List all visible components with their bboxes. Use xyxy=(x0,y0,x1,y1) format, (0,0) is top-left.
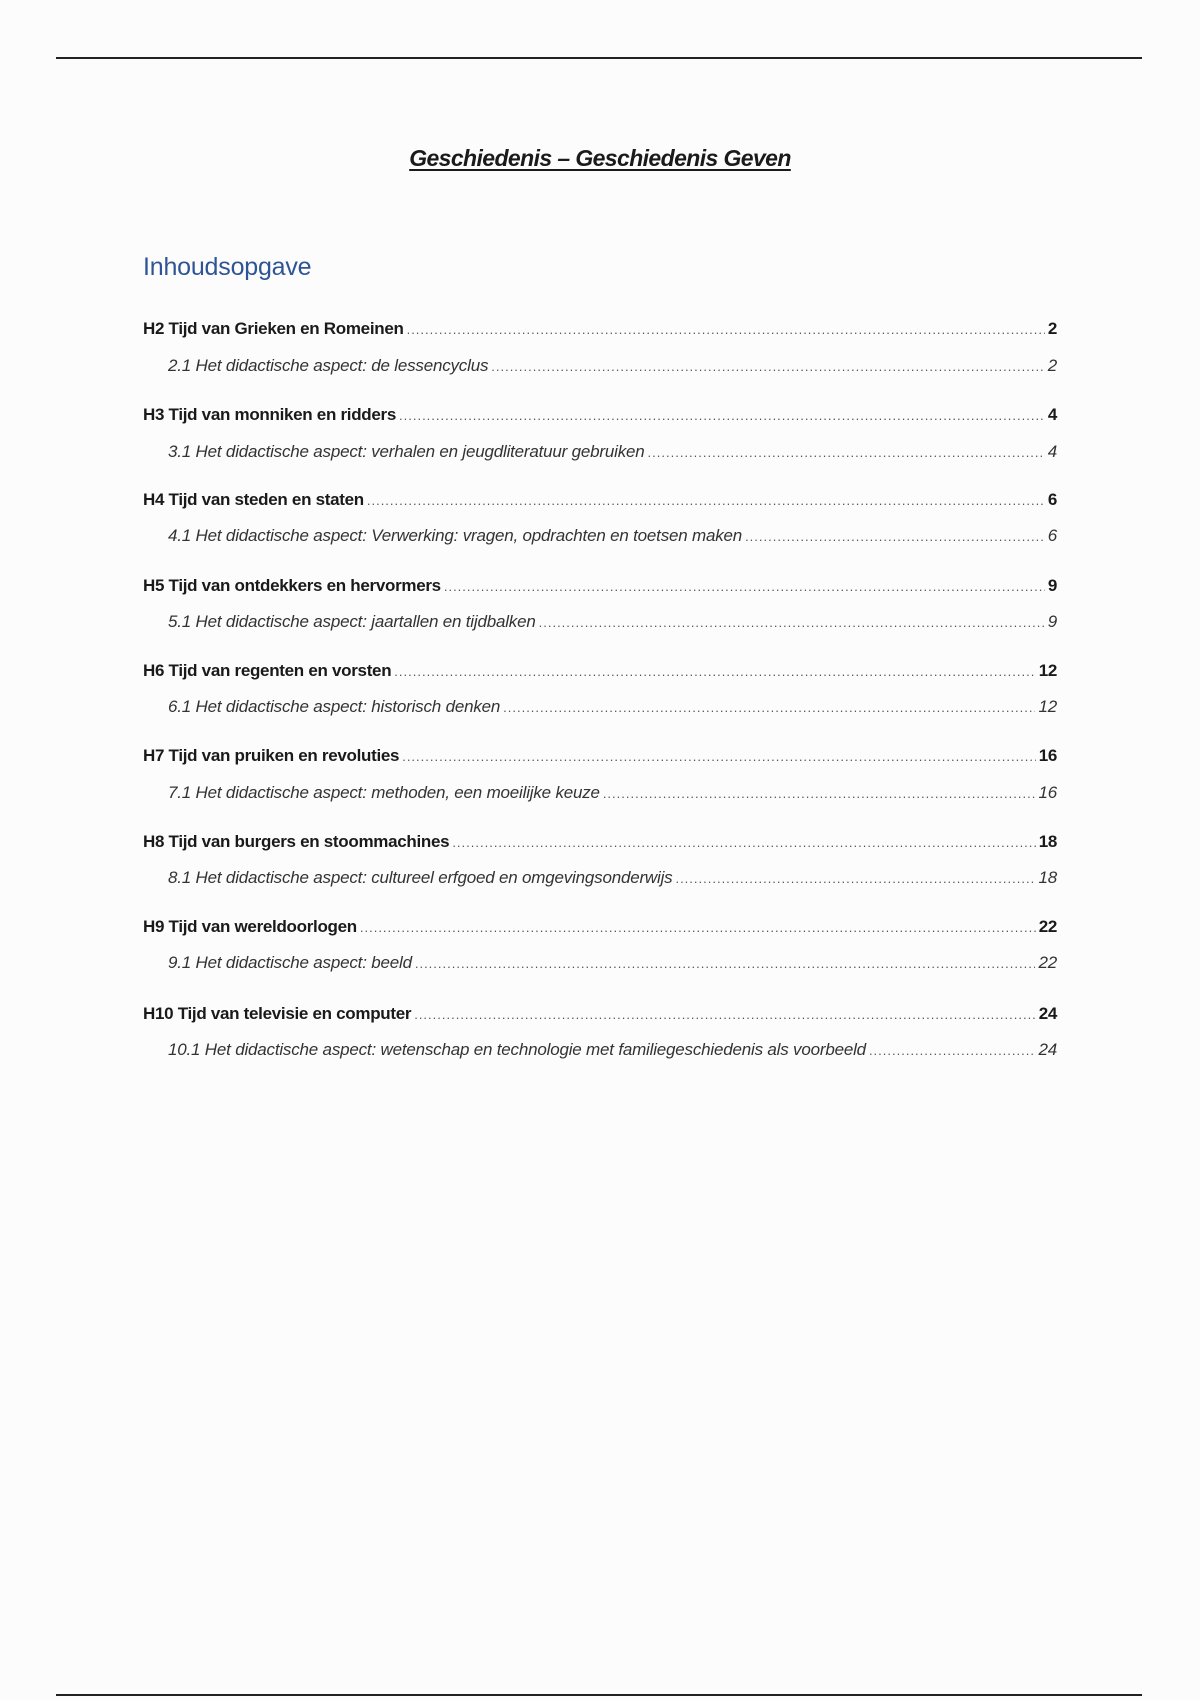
dot-leader xyxy=(745,526,1045,548)
toc-entry-text: 6.1 Het didactische aspect: historisch denken xyxy=(168,697,501,716)
toc-entry-h2[interactable] xyxy=(143,318,1057,341)
toc-entry-4-1[interactable] xyxy=(168,525,1057,548)
toc-entry-text: 7.1 Het didactische aspect: methoden, een moeilijke keuze xyxy=(168,783,600,802)
toc-entry-h9[interactable] xyxy=(143,916,1057,939)
toc-entry-text: H4 Tijd van steden en staten xyxy=(143,490,364,509)
toc-entry-text: H6 Tijd van regenten en vorsten xyxy=(143,661,392,680)
toc-entry-text: 4.1 Het didactische aspect: Verwerking: vragen, opdrachten en toetsen maken xyxy=(168,526,743,545)
toc-entry-h4[interactable] xyxy=(143,489,1057,512)
dot-leader xyxy=(869,1040,1036,1062)
dot-leader xyxy=(402,746,1035,768)
dot-leader xyxy=(407,319,1045,341)
toc-page-number: 22 xyxy=(1038,917,1057,936)
toc-entry-9-1[interactable] xyxy=(168,952,1057,975)
toc-entry-text: 9.1 Het didactische aspect: beeld xyxy=(168,953,412,972)
toc-entry-6-1[interactable] xyxy=(168,696,1057,719)
dot-leader xyxy=(414,1004,1035,1026)
toc-entry-8-1[interactable] xyxy=(168,867,1057,890)
toc-page-number: 6 xyxy=(1047,490,1057,509)
toc-page-number: 18 xyxy=(1038,868,1057,887)
toc-entry-text: 10.1 Het didactische aspect: wetenschap en technologie met familiegeschiedenis als voorbeeld xyxy=(168,1040,866,1059)
dot-leader xyxy=(491,356,1044,378)
toc-entry-h7[interactable] xyxy=(143,745,1057,768)
toc-entry-7-1[interactable] xyxy=(168,782,1057,805)
dot-leader xyxy=(415,953,1036,975)
dot-leader xyxy=(539,612,1045,634)
toc-page-number: 22 xyxy=(1038,953,1057,972)
toc-entry-text: 5.1 Het didactische aspect: jaartallen en tijdbalken xyxy=(168,612,536,631)
toc-page-number: 18 xyxy=(1038,832,1057,851)
toc-entry-text: H7 Tijd van pruiken en revoluties xyxy=(143,746,400,765)
toc-entry-text: H8 Tijd van burgers en stoommachines xyxy=(143,832,450,851)
toc-page-number: 24 xyxy=(1038,1040,1057,1059)
dot-leader xyxy=(503,697,1035,719)
dot-leader xyxy=(648,442,1045,464)
toc-entry-10-1[interactable] xyxy=(168,1039,1057,1062)
toc-page-number: 9 xyxy=(1047,612,1057,631)
toc-page-number: 9 xyxy=(1047,576,1057,595)
footer-rule xyxy=(56,1694,1142,1696)
toc-page-number: 2 xyxy=(1047,319,1057,338)
toc-entry-text: H5 Tijd van ontdekkers en hervormers xyxy=(143,576,441,595)
toc-page-number: 4 xyxy=(1047,442,1057,461)
toc-entry-text: H3 Tijd van monniken en ridders xyxy=(143,405,397,424)
toc-entry-text: H9 Tijd van wereldoorlogen xyxy=(143,917,357,936)
toc-page-number: 12 xyxy=(1038,697,1057,716)
toc-entry-5-1[interactable] xyxy=(168,611,1057,634)
toc-entry-3-1[interactable] xyxy=(168,441,1057,464)
document-title-text: Geschiedenis – Geschiedenis Geven xyxy=(409,145,791,171)
toc-page-number: 16 xyxy=(1038,746,1057,765)
dot-leader xyxy=(367,490,1045,512)
toc-entry-text: H2 Tijd van Grieken en Romeinen xyxy=(143,319,404,338)
toc-entry-text: 8.1 Het didactische aspect: cultureel erfgoed en omgevingsonderwijs xyxy=(168,868,673,887)
toc-page-number: 4 xyxy=(1047,405,1057,424)
dot-leader xyxy=(444,576,1045,598)
toc-page-number: 12 xyxy=(1038,661,1057,680)
toc-entry-2-1[interactable] xyxy=(168,355,1057,378)
dot-leader xyxy=(675,868,1035,890)
dot-leader xyxy=(399,405,1045,427)
dot-leader xyxy=(452,832,1035,854)
dot-leader xyxy=(603,783,1036,805)
toc-entry-h6[interactable] xyxy=(143,660,1057,683)
toc-entry-h10[interactable] xyxy=(143,1003,1057,1026)
toc-entry-text: H10 Tijd van televisie en computer xyxy=(143,1004,412,1023)
document-title xyxy=(0,145,1200,172)
toc-entry-h8[interactable] xyxy=(143,831,1057,854)
toc-page-number: 16 xyxy=(1038,783,1057,802)
toc-entry-text: 3.1 Het didactische aspect: verhalen en jeugdliteratuur gebruiken xyxy=(168,442,645,461)
toc-entry-text: 2.1 Het didactische aspect: de lessencyclus xyxy=(168,356,489,375)
toc-page-number: 24 xyxy=(1038,1004,1057,1023)
toc-entry-h3[interactable] xyxy=(143,404,1057,427)
toc-entry-h5[interactable] xyxy=(143,575,1057,598)
toc-page-number: 2 xyxy=(1047,356,1057,375)
header-rule xyxy=(56,57,1142,59)
dot-leader xyxy=(394,661,1035,683)
toc-page-number: 6 xyxy=(1047,526,1057,545)
dot-leader xyxy=(360,917,1036,939)
toc-heading: Inhoudsopgave xyxy=(143,253,312,281)
